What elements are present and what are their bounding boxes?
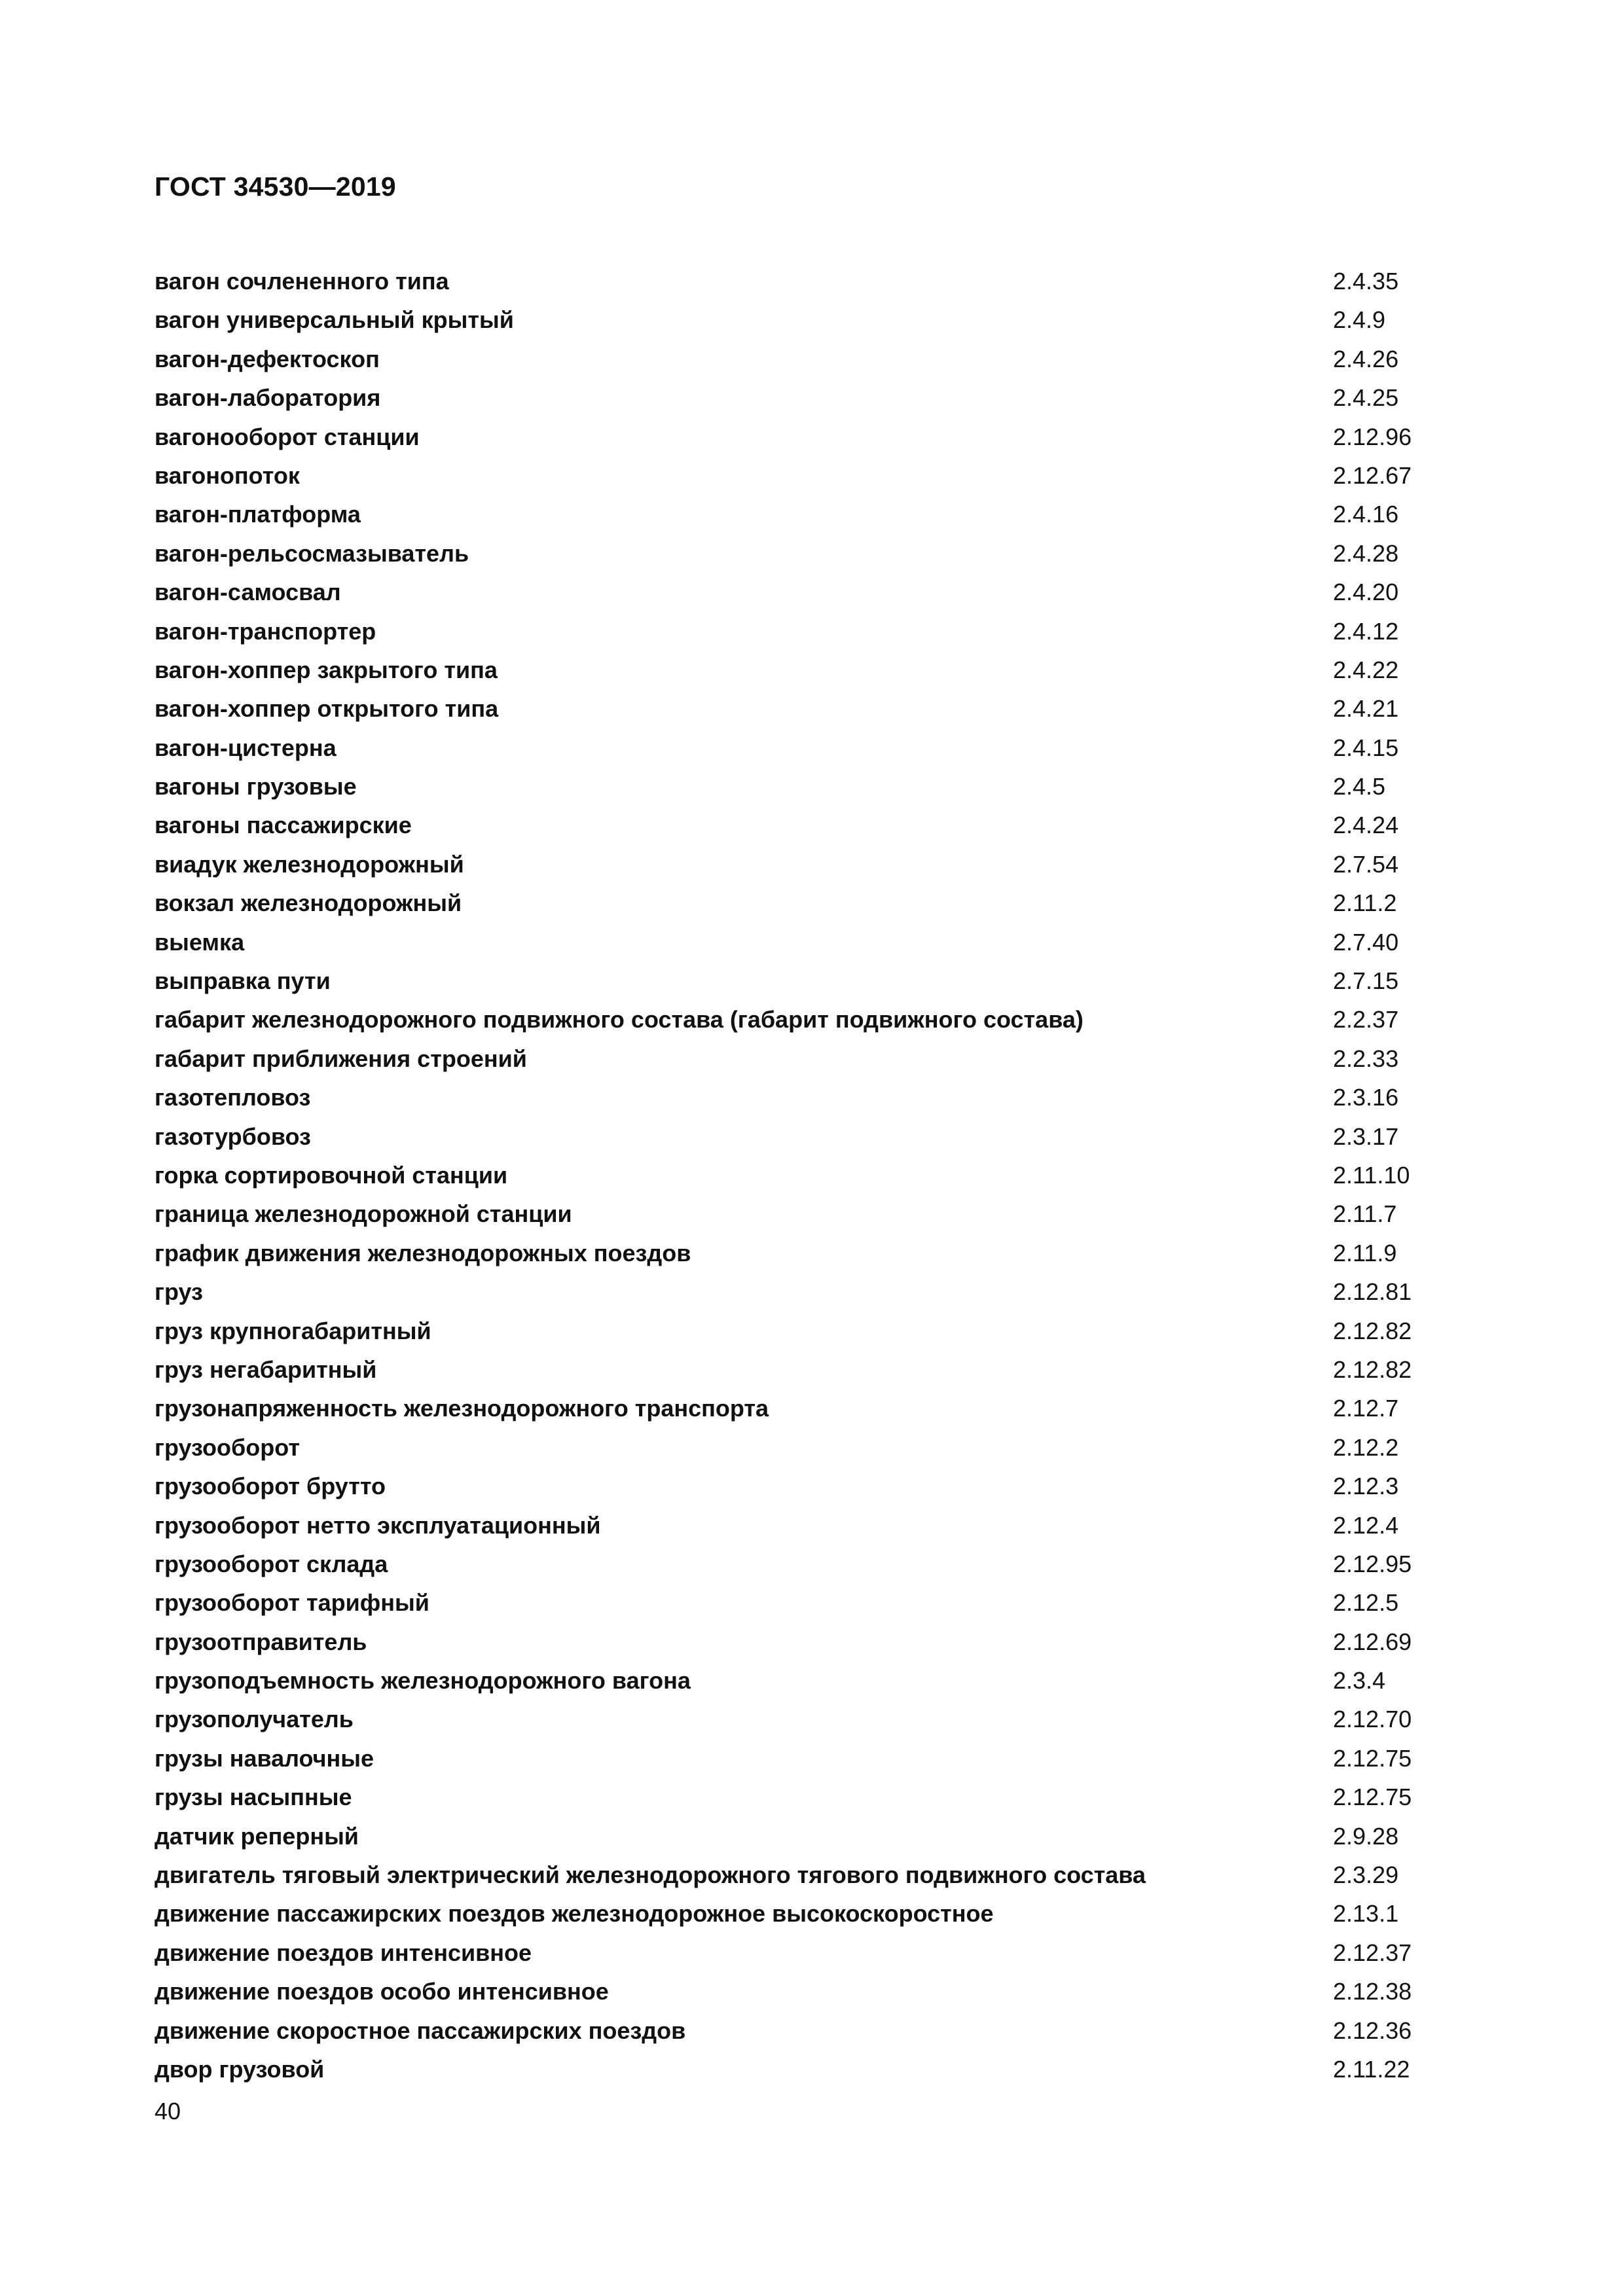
index-reference: 2.4.16: [1333, 501, 1399, 528]
index-entry: [155, 1739, 1464, 1778]
index-term: грузооборот нетто эксплуатационный: [155, 1511, 601, 1539]
index-entry: [155, 1194, 1464, 1233]
index-entry: [155, 1506, 1464, 1545]
index-reference: 2.4.12: [1333, 617, 1399, 645]
index-reference: 2.11.10: [1333, 1161, 1410, 1189]
index-term: вагон-лаборатория: [155, 384, 381, 412]
index-entry: [155, 1856, 1464, 1894]
index-entry: [155, 1428, 1464, 1467]
index-term: выправка пути: [155, 967, 331, 995]
index-entry: [155, 418, 1464, 456]
index-reference: 2.11.9: [1333, 1239, 1397, 1266]
index-reference: 2.3.17: [1333, 1122, 1399, 1150]
index-reference: 2.12.37: [1333, 1939, 1412, 1966]
index-entry: [155, 262, 1464, 300]
index-entry: [155, 495, 1464, 533]
index-reference: 2.12.2: [1333, 1433, 1399, 1461]
index-term: двор грузовой: [155, 2055, 325, 2083]
index-reference: 2.7.40: [1333, 928, 1399, 956]
index-entry: [155, 1117, 1464, 1156]
index-entry: [155, 651, 1464, 689]
index-entry: [155, 1467, 1464, 1505]
index-reference: 2.12.67: [1333, 461, 1412, 489]
index-term: грузоотправитель: [155, 1628, 367, 1655]
index-reference: 2.4.22: [1333, 656, 1399, 683]
index-reference: 2.4.15: [1333, 734, 1399, 761]
index-entry: [155, 340, 1464, 378]
index-entry: [155, 1583, 1464, 1622]
index-term: выемка: [155, 928, 245, 956]
index-term: вагон-дефектоскоп: [155, 345, 380, 372]
index-term: вагон универсальный крытый: [155, 306, 514, 334]
index-entry: [155, 806, 1464, 844]
index-term: габарит железнодорожного подвижного состава (габарит подвижного состава): [155, 1006, 1084, 1033]
index-term: вагон-рельсосмазыватель: [155, 539, 469, 567]
index-reference: 2.11.2: [1333, 889, 1397, 917]
index-entry: [155, 1078, 1464, 1117]
index-term: вагон-самосвал: [155, 579, 341, 606]
index-term: двигатель тяговый электрический железнодорожного тягового подвижного состава: [155, 1861, 1146, 1889]
index-entry: [155, 884, 1464, 922]
index-entry: [155, 2050, 1464, 2089]
index-term: график движения железнодорожных поездов: [155, 1239, 691, 1266]
index-term: движение поездов особо интенсивное: [155, 1978, 609, 2005]
index-term: вагоны грузовые: [155, 773, 357, 800]
index-reference: 2.12.4: [1333, 1511, 1399, 1539]
index-term: грузонапряженность железнодорожного транспорта: [155, 1395, 769, 1422]
index-term: вагонопоток: [155, 461, 300, 489]
index-entry: [155, 1661, 1464, 1700]
index-reference: 2.11.7: [1333, 1200, 1397, 1228]
index-reference: 2.12.7: [1333, 1395, 1399, 1422]
index-reference: 2.4.26: [1333, 345, 1399, 372]
index-reference: 2.12.75: [1333, 1784, 1412, 1811]
index-entry: [155, 456, 1464, 495]
index-term: грузооборот тарифный: [155, 1589, 429, 1617]
index-entry: [155, 1039, 1464, 1078]
index-reference: 2.4.21: [1333, 695, 1399, 723]
index-entry: [155, 845, 1464, 884]
index-reference: 2.4.5: [1333, 773, 1386, 800]
index-term: датчик реперный: [155, 1822, 359, 1850]
index-entry: [155, 1894, 1464, 1933]
index-entry: [155, 534, 1464, 573]
index-term: груз негабаритный: [155, 1355, 377, 1383]
index-reference: 2.3.16: [1333, 1084, 1399, 1111]
index-term: вагон-транспортер: [155, 617, 376, 645]
index-reference: 2.4.9: [1333, 306, 1386, 334]
index-term: грузы насыпные: [155, 1784, 352, 1811]
index-reference: 2.12.82: [1333, 1355, 1412, 1383]
index-term: вагон-хоппер открытого типа: [155, 695, 499, 723]
index-reference: 2.11.22: [1333, 2055, 1410, 2083]
index-term: движение пассажирских поездов железнодорожное высокоскоростное: [155, 1900, 994, 1928]
index-reference: 2.12.3: [1333, 1473, 1399, 1500]
index-reference: 2.12.5: [1333, 1589, 1399, 1617]
index-entry: [155, 961, 1464, 1000]
index-reference: 2.2.37: [1333, 1006, 1399, 1033]
index-reference: 2.12.69: [1333, 1628, 1412, 1655]
index-reference: 2.2.33: [1333, 1045, 1399, 1072]
index-reference: 2.13.1: [1333, 1900, 1399, 1928]
index-entry: [155, 573, 1464, 611]
index-entry: [155, 1272, 1464, 1311]
index-term: вагон сочлененного типа: [155, 268, 449, 295]
index-entry: [155, 1700, 1464, 1738]
index-reference: 2.3.4: [1333, 1667, 1386, 1695]
index-term: движение скоростное пассажирских поездов: [155, 2017, 686, 2044]
index-entry: [155, 1933, 1464, 1972]
index-term: горка сортировочной станции: [155, 1161, 508, 1189]
index-entry: [155, 1623, 1464, 1661]
index-reference: 2.4.20: [1333, 579, 1399, 606]
index-reference: 2.12.82: [1333, 1317, 1412, 1344]
index-term: грузополучатель: [155, 1706, 354, 1733]
index-term: движение поездов интенсивное: [155, 1939, 532, 1966]
index-entry: [155, 1778, 1464, 1816]
index-term: грузооборот: [155, 1433, 300, 1461]
index-reference: 2.12.70: [1333, 1706, 1412, 1733]
index-reference: 2.12.81: [1333, 1278, 1412, 1306]
index-reference: 2.7.54: [1333, 850, 1399, 878]
index-reference: 2.12.38: [1333, 1978, 1412, 2005]
index-term: грузооборот склада: [155, 1550, 388, 1577]
index-term: газотурбовоз: [155, 1122, 311, 1150]
index-term: вагоны пассажирские: [155, 812, 412, 839]
index-entry: [155, 767, 1464, 806]
index-entry: [155, 1972, 1464, 2011]
index-entry: [155, 1156, 1464, 1194]
index-entry: [155, 2011, 1464, 2050]
index-reference: 2.12.75: [1333, 1744, 1412, 1772]
index-term: граница железнодорожной станции: [155, 1200, 572, 1228]
index-reference: 2.3.29: [1333, 1861, 1399, 1889]
index-reference: 2.12.95: [1333, 1550, 1412, 1577]
index-term: вагонооборот станции: [155, 423, 420, 450]
index-entry: [155, 1389, 1464, 1427]
index-entry: [155, 728, 1464, 767]
index-reference: 2.9.28: [1333, 1822, 1399, 1850]
index-entry: [155, 300, 1464, 339]
index-term: вагон-платформа: [155, 501, 361, 528]
index-entry: [155, 1350, 1464, 1389]
index-term: груз: [155, 1278, 203, 1306]
index-reference: 2.4.28: [1333, 539, 1399, 567]
index-entry: [155, 1000, 1464, 1039]
index-entry: [155, 378, 1464, 417]
index-term: газотепловоз: [155, 1084, 311, 1111]
index-term: вагон-цистерна: [155, 734, 337, 761]
index-term: грузооборот брутто: [155, 1473, 386, 1500]
index-entry: [155, 1817, 1464, 1856]
index-entry: [155, 1234, 1464, 1272]
index-term: вокзал железнодорожный: [155, 889, 462, 917]
index-reference: 2.12.36: [1333, 2017, 1412, 2044]
index-term: груз крупногабаритный: [155, 1317, 431, 1344]
index-term: вагон-хоппер закрытого типа: [155, 656, 498, 683]
index-entry: [155, 1545, 1464, 1583]
index-entry: [155, 1312, 1464, 1350]
index-reference: 2.7.15: [1333, 967, 1399, 995]
index-term: грузы навалочные: [155, 1744, 374, 1772]
index-entry: [155, 689, 1464, 728]
document-header: ГОСТ 34530—2019: [155, 171, 396, 202]
index-term: виадук железнодорожный: [155, 850, 464, 878]
index-reference: 2.12.96: [1333, 423, 1412, 450]
page-number: 40: [155, 2098, 181, 2125]
term-index-list: [155, 262, 1464, 2089]
index-reference: 2.4.35: [1333, 268, 1399, 295]
index-reference: 2.4.24: [1333, 812, 1399, 839]
index-term: грузоподъемность железнодорожного вагона: [155, 1667, 691, 1695]
index-entry: [155, 923, 1464, 961]
index-term: габарит приближения строений: [155, 1045, 527, 1072]
index-entry: [155, 612, 1464, 651]
index-reference: 2.4.25: [1333, 384, 1399, 412]
